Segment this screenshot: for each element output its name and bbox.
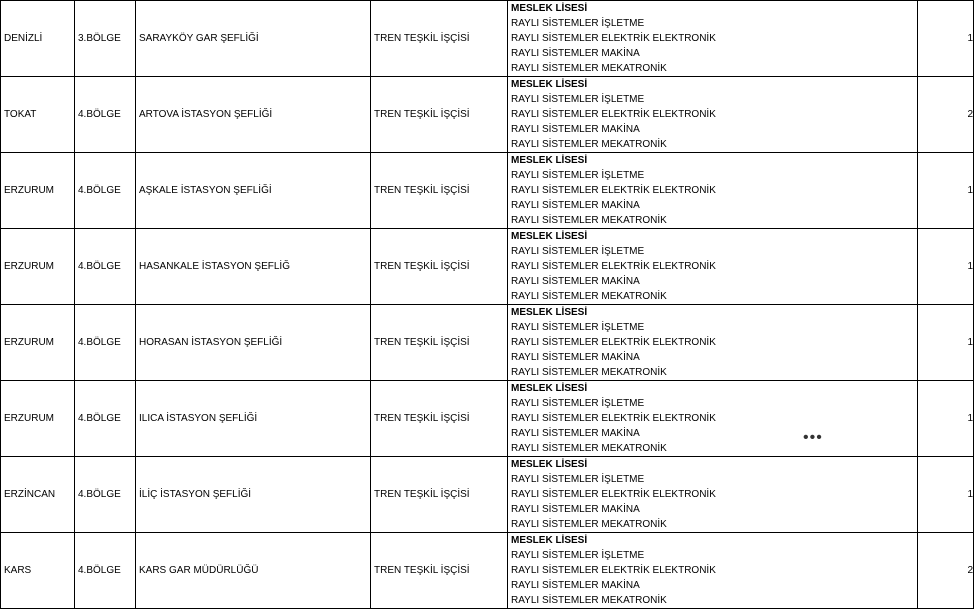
city-cell: ERZURUM [1,381,75,457]
region-cell: 4.BÖLGE [75,77,136,153]
education-program: RAYLI SİSTEMLER MAKİNA [511,504,640,515]
city-cell: TOKAT [1,77,75,153]
unit-cell: HASANKALE İSTASYON ŞEFLİĞ [136,229,371,305]
job-title-cell: TREN TEŞKİL İŞÇİSİ [371,305,508,381]
education-program: RAYLI SİSTEMLER MEKATRONİK [511,595,667,606]
education-program: RAYLI SİSTEMLER MEKATRONİK [511,291,667,302]
table-row [1,229,974,305]
city-cell: KARS [1,533,75,609]
education-program: RAYLI SİSTEMLER MAKİNA [511,124,640,135]
education-program: RAYLI SİSTEMLER MEKATRONİK [511,367,667,378]
region-cell: 4.BÖLGE [75,533,136,609]
city-cell: ERZİNCAN [1,457,75,533]
education-program: RAYLI SİSTEMLER MAKİNA [511,428,640,439]
education-program: RAYLI SİSTEMLER İŞLETME [511,550,645,561]
education-program: RAYLI SİSTEMLER İŞLETME [511,474,645,485]
job-title-cell: TREN TEŞKİL İŞÇİSİ [371,229,508,305]
education-cell [508,77,918,153]
table-row [1,533,974,609]
education-program: RAYLI SİSTEMLER ELEKTRİK ELEKTRONİK [511,565,716,576]
region-cell: 4.BÖLGE [75,457,136,533]
education-cell [508,1,918,77]
education-cell [508,229,918,305]
city-cell: DENİZLİ [1,1,75,77]
table-row [1,1,974,77]
education-program: RAYLI SİSTEMLER İŞLETME [511,170,645,181]
education-cell [508,457,918,533]
education-heading: MESLEK LİSESİ [511,307,588,318]
education-cell [508,381,918,457]
city-cell: ERZURUM [1,153,75,229]
education-cell [508,153,918,229]
region-cell: 4.BÖLGE [75,305,136,381]
education-program: RAYLI SİSTEMLER MAKİNA [511,352,640,363]
education-program: RAYLI SİSTEMLER MAKİNA [511,48,640,59]
education-program: RAYLI SİSTEMLER MAKİNA [511,200,640,211]
count-cell: 2 [918,533,974,609]
education-heading: MESLEK LİSESİ [511,383,588,394]
education-program: RAYLI SİSTEMLER MEKATRONİK [511,139,667,150]
education-program: RAYLI SİSTEMLER MAKİNA [511,276,640,287]
job-title-cell: TREN TEŞKİL İŞÇİSİ [371,533,508,609]
education-program: RAYLI SİSTEMLER ELEKTRİK ELEKTRONİK [511,33,716,44]
unit-cell: HORASAN İSTASYON ŞEFLİĞİ [136,305,371,381]
unit-cell: SARAYKÖY GAR ŞEFLİĞİ [136,1,371,77]
count-cell: 1 [918,1,974,77]
count-cell: 1 [918,381,974,457]
unit-cell: ARTOVA İSTASYON ŞEFLİĞİ [136,77,371,153]
education-program: RAYLI SİSTEMLER MEKATRONİK [511,215,667,226]
unit-cell: İLİÇ İSTASYON ŞEFLİĞİ [136,457,371,533]
count-cell: 1 [918,305,974,381]
education-heading: MESLEK LİSESİ [511,155,588,166]
job-title-cell: TREN TEŞKİL İŞÇİSİ [371,381,508,457]
count-cell: 2 [918,77,974,153]
city-cell: ERZURUM [1,229,75,305]
region-cell: 4.BÖLGE [75,229,136,305]
education-cell [508,533,918,609]
table-row [1,153,974,229]
table-row [1,381,974,457]
table-row [1,305,974,381]
education-program: RAYLI SİSTEMLER ELEKTRİK ELEKTRONİK [511,337,716,348]
education-program: RAYLI SİSTEMLER ELEKTRİK ELEKTRONİK [511,413,716,424]
table-body [1,1,974,609]
education-cell [508,305,918,381]
table-row [1,77,974,153]
region-cell: 3.BÖLGE [75,1,136,77]
unit-cell: KARS GAR MÜDÜRLÜĞÜ [136,533,371,609]
unit-cell: ILICA İSTASYON ŞEFLİĞİ [136,381,371,457]
education-program: RAYLI SİSTEMLER MEKATRONİK [511,443,667,454]
education-program: RAYLI SİSTEMLER MAKİNA [511,580,640,591]
job-title-cell: TREN TEŞKİL İŞÇİSİ [371,1,508,77]
education-program: RAYLI SİSTEMLER İŞLETME [511,398,645,409]
education-program: RAYLI SİSTEMLER İŞLETME [511,246,645,257]
unit-cell: AŞKALE İSTASYON ŞEFLİĞİ [136,153,371,229]
education-program: RAYLI SİSTEMLER İŞLETME [511,18,645,29]
more-options-icon[interactable]: ••• [803,429,823,446]
count-cell: 1 [918,229,974,305]
education-heading: MESLEK LİSESİ [511,459,588,470]
education-heading: MESLEK LİSESİ [511,79,588,90]
job-title-cell: TREN TEŞKİL İŞÇİSİ [371,77,508,153]
education-heading: MESLEK LİSESİ [511,535,588,546]
table-row [1,457,974,533]
education-program: RAYLI SİSTEMLER ELEKTRİK ELEKTRONİK [511,109,716,120]
count-cell: 1 [918,457,974,533]
education-program: RAYLI SİSTEMLER MEKATRONİK [511,519,667,530]
education-heading: MESLEK LİSESİ [511,231,588,242]
education-program: RAYLI SİSTEMLER ELEKTRİK ELEKTRONİK [511,185,716,196]
education-program: RAYLI SİSTEMLER İŞLETME [511,94,645,105]
region-cell: 4.BÖLGE [75,153,136,229]
region-cell: 4.BÖLGE [75,381,136,457]
education-program: RAYLI SİSTEMLER MEKATRONİK [511,63,667,74]
count-cell: 1 [918,153,974,229]
education-program: RAYLI SİSTEMLER ELEKTRİK ELEKTRONİK [511,261,716,272]
job-title-cell: TREN TEŞKİL İŞÇİSİ [371,153,508,229]
city-cell: ERZURUM [1,305,75,381]
education-program: RAYLI SİSTEMLER ELEKTRİK ELEKTRONİK [511,489,716,500]
education-program: RAYLI SİSTEMLER İŞLETME [511,322,645,333]
job-title-cell: TREN TEŞKİL İŞÇİSİ [371,457,508,533]
education-heading: MESLEK LİSESİ [511,3,588,14]
